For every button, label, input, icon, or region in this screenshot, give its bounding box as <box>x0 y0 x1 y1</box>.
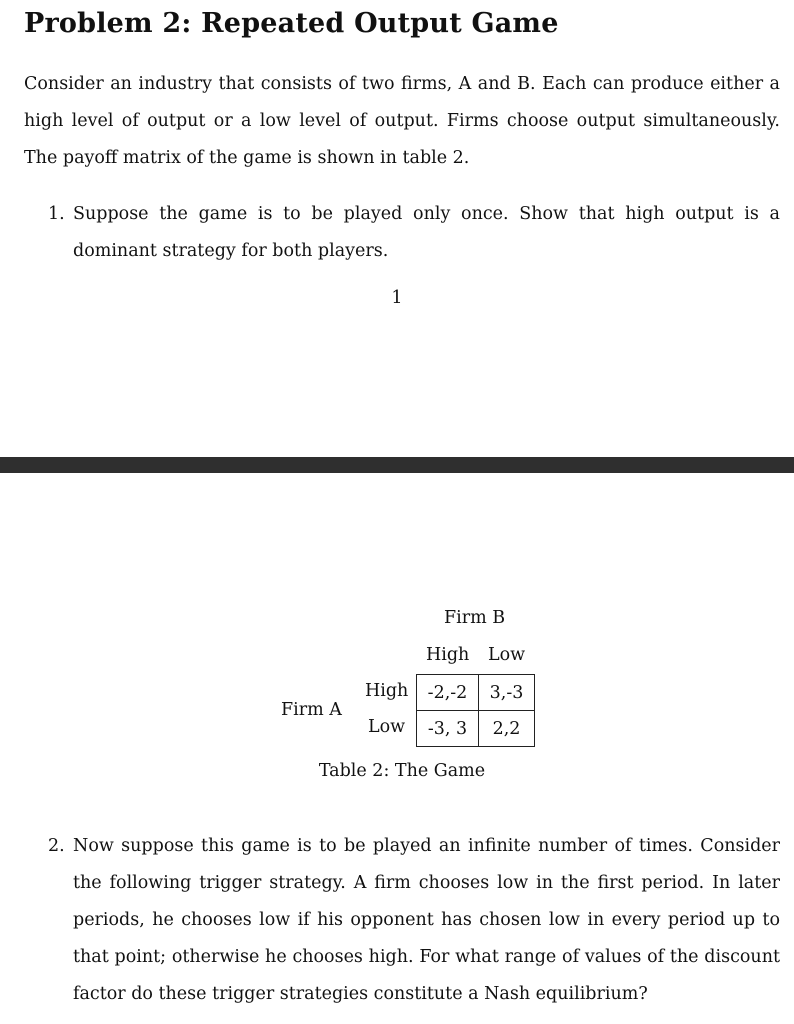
page-number: 1 <box>391 288 403 308</box>
table-caption: Table 2: The Game <box>318 761 486 781</box>
row-label-high: High <box>365 681 409 701</box>
payoff-cell-low-low: 2,2 <box>479 711 535 747</box>
payoff-matrix <box>416 674 535 747</box>
page-break-divider <box>0 457 794 473</box>
problem-title: Problem 2: Repeated Output Game <box>24 8 559 39</box>
question-2-number: 2. <box>48 836 65 856</box>
payoff-cell-low-high: -3, 3 <box>417 711 479 747</box>
question-1-number: 1. <box>48 204 65 224</box>
payoff-row-high <box>417 675 535 711</box>
question-2-text: Now suppose this game is to be played an infinite number of times. Consider the following trigger strategy. A firm chooses low in the first period. In later periods, he chooses low if his opponent has chosen low in every period up to that point; otherwise he chooses high. For what range of values of the discount factor do these trigger strategies constitute a Nash equilibrium? <box>73 836 780 1004</box>
payoff-cell-high-high: -2,-2 <box>417 675 479 711</box>
question-1-text: Suppose the game is to be played only once. Show that high output is a dominant strategy for both players. <box>73 204 780 261</box>
question-1 <box>48 196 780 270</box>
payoff-cell-high-low: 3,-3 <box>479 675 535 711</box>
column-label-high: High <box>426 645 470 665</box>
row-label-low: Low <box>368 717 406 737</box>
intro-paragraph: Consider an industry that consists of two firms, A and B. Each can produce either a high level of output or a low level of output. Firms choose output simultaneously. The payoff matrix of the game is shown in table 2. <box>24 74 780 168</box>
question-2 <box>48 828 780 1013</box>
row-player-label: Firm A <box>281 700 342 720</box>
column-player-label: Firm B <box>444 608 506 628</box>
payoff-row-low <box>417 711 535 747</box>
column-label-low: Low <box>488 645 526 665</box>
